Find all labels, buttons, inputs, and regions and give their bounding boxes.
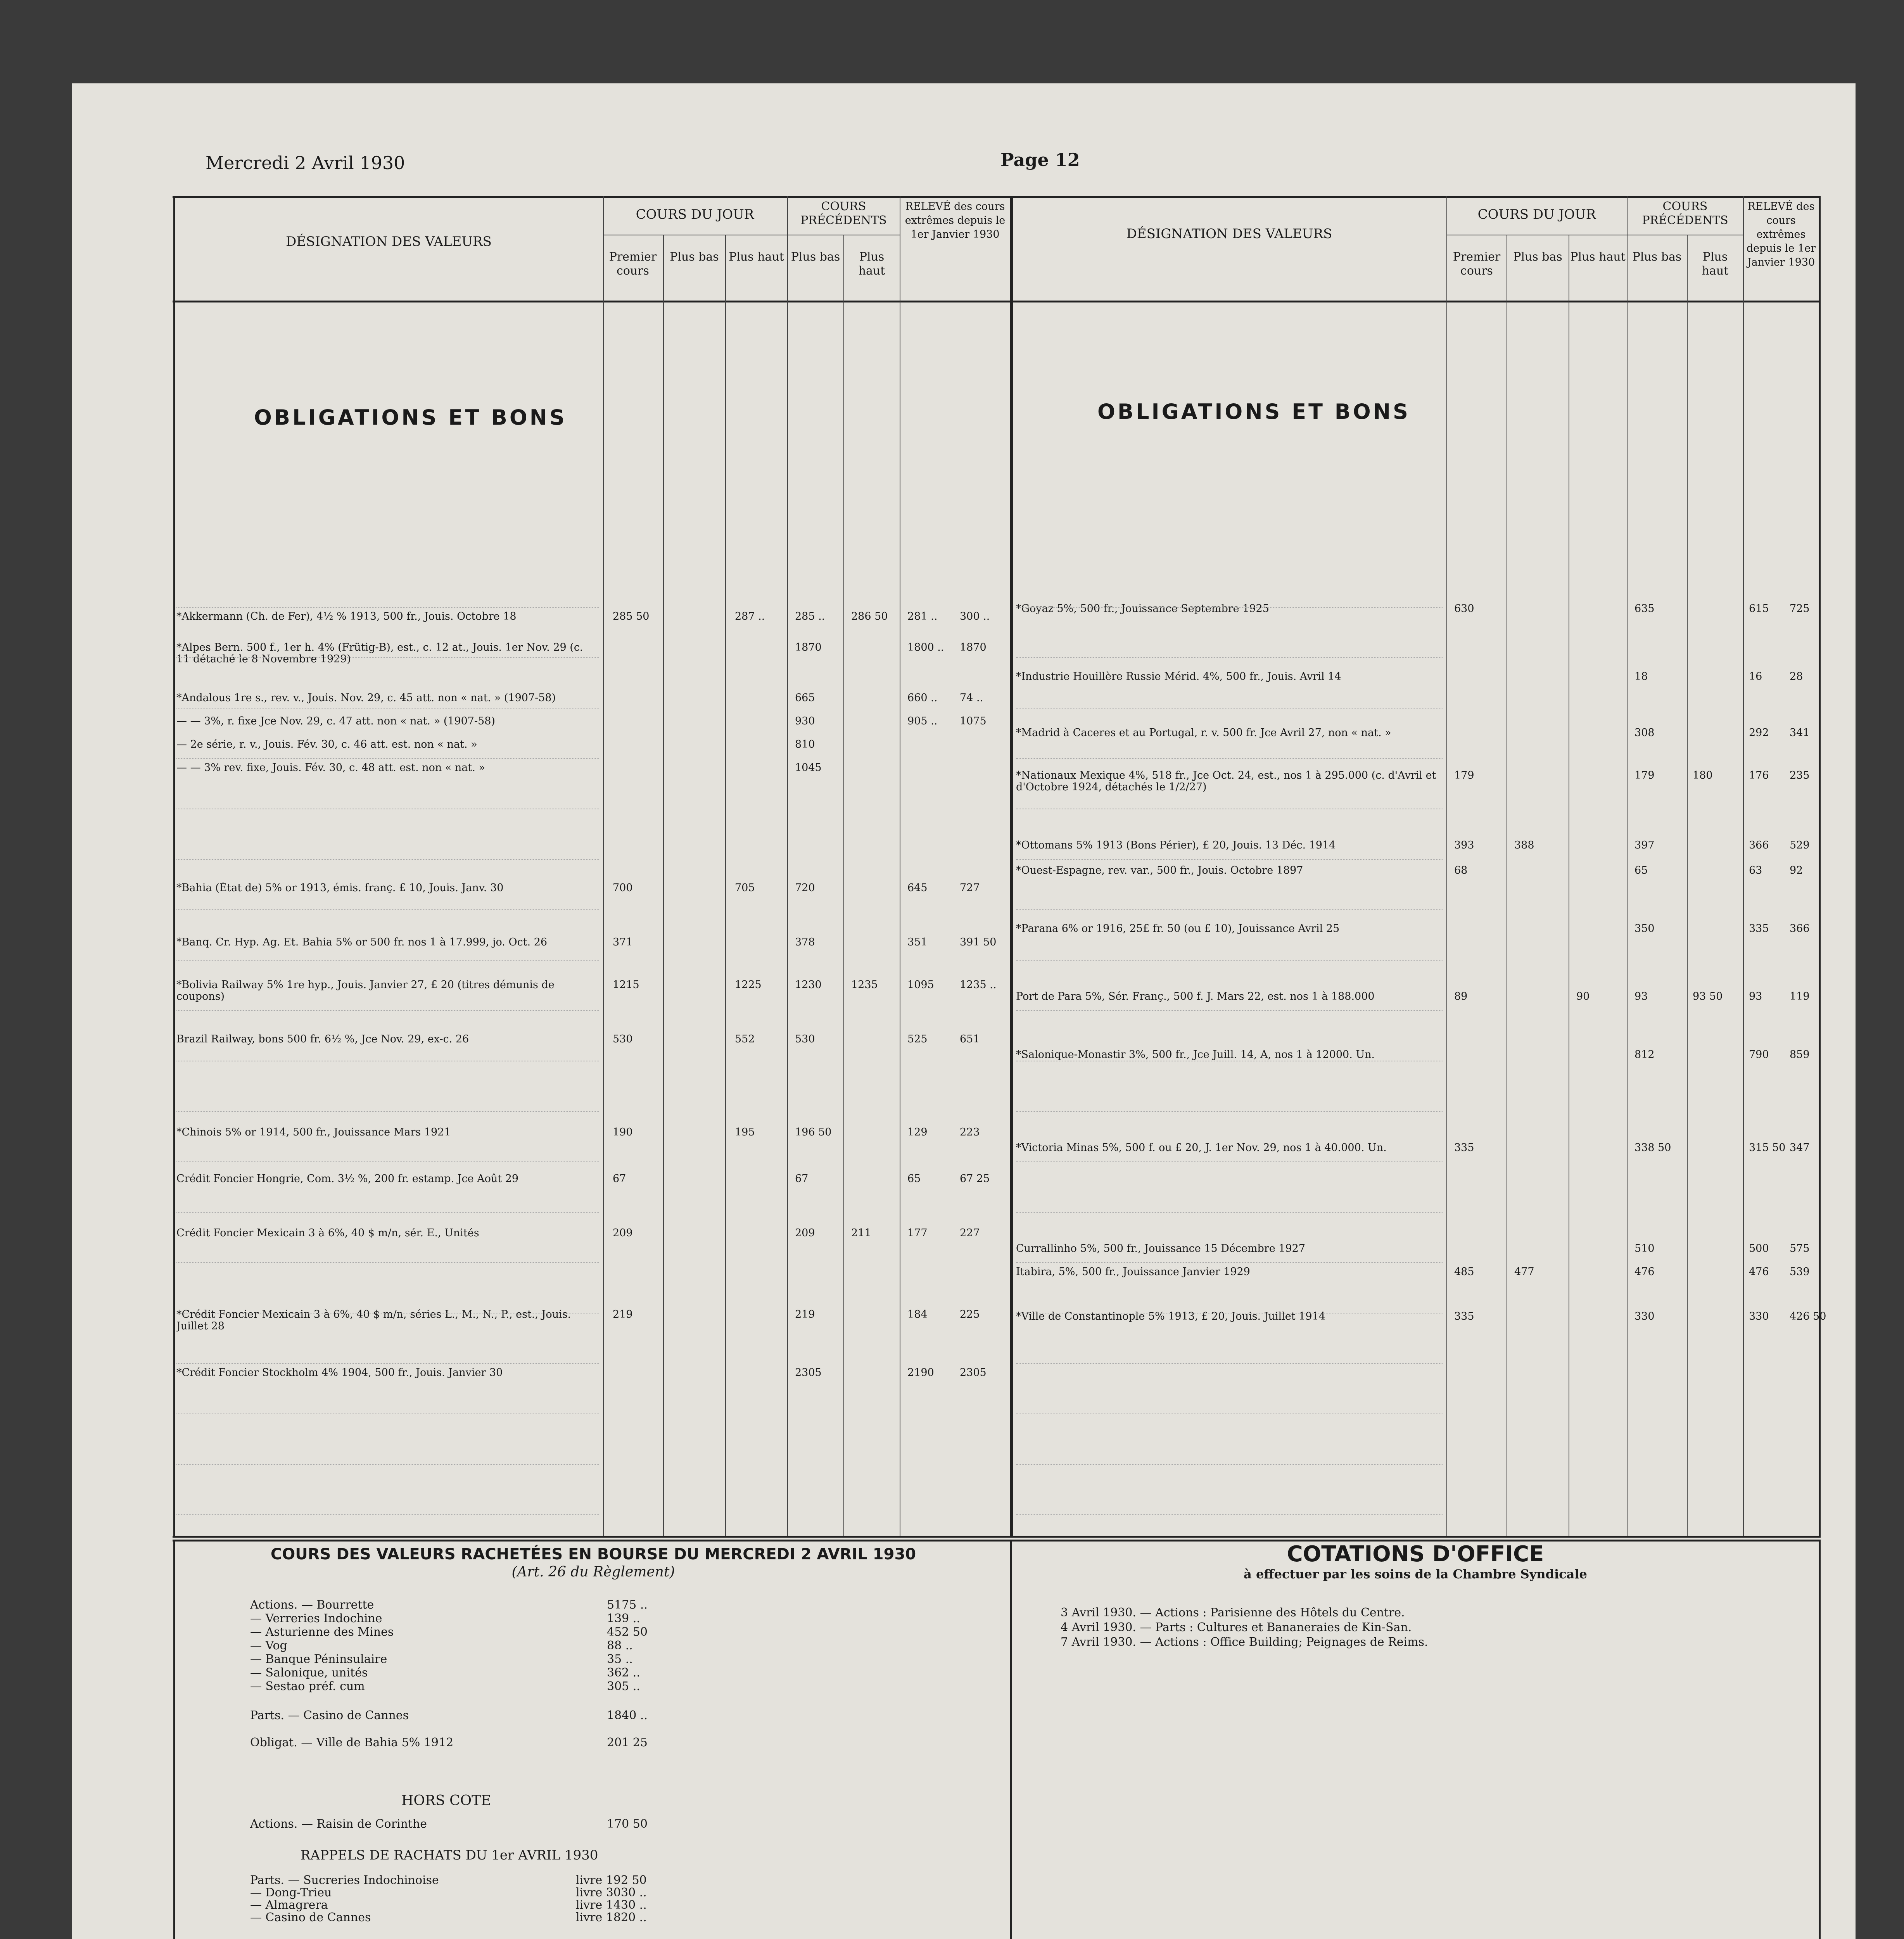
cours-precedents-header: COURS PRÉCÉDENTS [800, 200, 887, 227]
designation-header-right: DÉSIGNATION DES VALEURS [1126, 226, 1332, 242]
bond-value: 92 [1790, 864, 1803, 876]
hors-cote-title: HORS COTE [401, 1793, 491, 1809]
bond-name: *Parana 6% or 1916, 25£ fr. 50 (ou £ 10), Jouissance Avril 25 [1016, 923, 1340, 935]
bond-value: 530 [613, 1033, 633, 1045]
bond-value: 190 [613, 1126, 633, 1138]
bond-value: 28 [1790, 671, 1803, 683]
bond-value: 529 [1790, 839, 1810, 851]
bond-value: 905 .. [907, 715, 938, 727]
bond-value: 477 [1514, 1266, 1534, 1278]
releve-header-right: RELEVÉ des cours extrêmes depuis le 1er Janvier 1930 [1746, 200, 1816, 268]
dotted-leader [1016, 607, 1443, 608]
dotted-leader [176, 1464, 599, 1465]
bond-value: 859 [1790, 1049, 1810, 1061]
bond-value: 330 [1634, 1310, 1655, 1322]
cours-du-jour-header: COURS DU JOUR [636, 207, 754, 222]
bond-value: 2305 [795, 1367, 822, 1379]
bond-value: 335 [1749, 923, 1769, 935]
section-title-right: OBLIGATIONS ET BONS [1097, 399, 1410, 424]
bond-value: 209 [795, 1227, 815, 1239]
rachat-label: Actions. — Bourrette [250, 1598, 374, 1612]
bond-value: 129 [907, 1126, 928, 1138]
dotted-leader [1016, 1514, 1443, 1515]
bond-value: 812 [1634, 1049, 1655, 1061]
bond-value: 195 [735, 1126, 755, 1138]
bond-value: 119 [1790, 990, 1810, 1002]
cotations-subtitle: à effectuer par les soins de la Chambre Syndicale [1244, 1567, 1587, 1581]
rachat-label: Parts. — Casino de Cannes [250, 1709, 409, 1722]
bond-value: 285 50 [613, 610, 650, 622]
hors-cote-label: Actions. — Raisin de Corinthe [250, 1817, 427, 1831]
bond-name: *Ville de Constantinople 5% 1913, £ 20, Jouis. Juillet 1914 [1016, 1311, 1325, 1322]
bond-value: 225 [960, 1308, 980, 1320]
dotted-leader [1016, 1212, 1443, 1213]
rachat-value: 452 50 [607, 1625, 648, 1639]
bond-name: *Bolivia Railway 5% 1re hyp., Jouis. Janvier 27, £ 20 (titres démunis de coupons) [176, 979, 555, 1002]
bond-value: 350 [1634, 923, 1655, 935]
bond-value: 335 [1454, 1142, 1474, 1154]
bond-name: Brazil Railway, bons 500 fr. 6½ %, Jce Nov. 29, ex-c. 26 [176, 1033, 469, 1045]
bond-name: *Crédit Foncier Stockholm 4% 1904, 500 fr., Jouis. Janvier 30 [176, 1367, 503, 1379]
bond-value: 645 [907, 882, 928, 894]
rachat-value: 35 .. [607, 1652, 633, 1666]
bond-value: 810 [795, 738, 815, 750]
bond-name: *Madrid à Caceres et au Portugal, r. v. 500 fr. Jce Avril 27, non « nat. » [1016, 727, 1391, 739]
prec-plus-haut-header: Plus haut [858, 250, 885, 278]
bond-value: 67 [795, 1173, 809, 1185]
bond-value: 2190 [907, 1367, 934, 1379]
bond-value: 485 [1454, 1266, 1474, 1278]
rachat-value: 1840 .. [607, 1709, 648, 1722]
bond-value: 89 [1454, 990, 1468, 1002]
bond-value: 665 [795, 692, 815, 704]
bond-value: 2305 [960, 1367, 987, 1379]
bond-value: 351 [907, 936, 928, 948]
bond-value: 651 [960, 1033, 980, 1045]
bond-name: *Andalous 1re s., rev. v., Jouis. Nov. 29, c. 45 att. non « nat. » (1907-58) [176, 692, 556, 704]
bond-value: 660 .. [907, 692, 938, 704]
bond-value: 1235 .. [960, 979, 997, 991]
bond-value: 179 [1454, 769, 1474, 781]
bond-value: 219 [613, 1308, 633, 1320]
bond-value: 539 [1790, 1266, 1810, 1278]
releve-header: RELEVÉ des cours extrêmes depuis le 1er Janvier 1930 [905, 200, 1006, 240]
dotted-leader [176, 1363, 599, 1364]
bond-value: 330 [1749, 1310, 1769, 1322]
bond-value: 16 [1749, 671, 1762, 683]
section-title-left: OBLIGATIONS ET BONS [254, 405, 567, 430]
bond-value: 179 [1634, 769, 1655, 781]
cours-du-jour-header-right: COURS DU JOUR [1477, 207, 1596, 222]
bond-name: *Victoria Minas 5%, 500 f. ou £ 20, J. 1er Nov. 29, nos 1 à 40.000. Un. [1016, 1142, 1387, 1154]
rappel-rachat-value: livre 192 50 [576, 1873, 647, 1887]
dotted-leader [1016, 708, 1443, 709]
bond-value: 393 [1454, 839, 1474, 851]
bond-value: 338 50 [1634, 1142, 1671, 1154]
rachetees-subtitle: (Art. 26 du Règlement) [511, 1564, 675, 1580]
cotations-title: COTATIONS D'OFFICE [1287, 1542, 1544, 1567]
dotted-leader [1016, 1464, 1443, 1465]
bond-name: *Alpes Bern. 500 f., 1er h. 4% (Frütig-B), est., c. 12 at., Jouis. 1er Nov. 29 (c. 11 détaché le 8 Novembre 1929) [176, 642, 583, 665]
bond-value: 371 [613, 936, 633, 948]
dotted-leader [176, 607, 599, 608]
bond-value: 341 [1790, 727, 1810, 739]
bond-value: 286 50 [851, 610, 888, 622]
bond-name: *Salonique-Monastir 3%, 500 fr., Jce Juill. 14, A, nos 1 à 12000. Un. [1016, 1049, 1375, 1061]
bond-value: 1045 [795, 762, 822, 774]
bond-value: 1095 [907, 979, 934, 991]
bond-value: 176 [1749, 769, 1769, 781]
bond-value: 790 [1749, 1049, 1769, 1061]
bond-value: 93 50 [1693, 990, 1723, 1002]
rachat-value: 5175 .. [607, 1598, 648, 1612]
rappels-rachats-title: RAPPELS DE RACHATS DU 1er AVRIL 1930 [301, 1847, 598, 1863]
bond-value: 1870 [960, 641, 987, 653]
dotted-leader [176, 1514, 599, 1515]
dotted-leader [176, 657, 599, 658]
cours-precedents-header-right: COURS PRÉCÉDENTS [1642, 200, 1728, 227]
bond-value: 630 [1454, 603, 1474, 615]
dotted-leader [1016, 960, 1443, 961]
bond-value: 476 [1634, 1266, 1655, 1278]
rachat-value: 362 .. [607, 1666, 640, 1680]
page-number: Page 12 [1000, 149, 1080, 170]
dotted-leader [176, 1212, 599, 1213]
bond-value: 177 [907, 1227, 928, 1239]
bond-value: 1800 .. [907, 641, 944, 653]
dotted-leader [176, 1010, 599, 1011]
bond-value: 281 .. [907, 610, 938, 622]
dotted-leader [1016, 1010, 1443, 1011]
rappel-rachat-value: livre 1430 .. [576, 1898, 647, 1912]
premier-cours-header: Premier cours [609, 250, 657, 278]
prec-plus-bas-header-right: Plus bas [1632, 250, 1682, 264]
bond-name: — 2e série, r. v., Jouis. Fév. 30, c. 46 att. est. non « nat. » [176, 739, 477, 750]
plus-bas-header-right: Plus bas [1513, 250, 1562, 264]
bond-name: Currallinho 5%, 500 fr., Jouissance 15 Décembre 1927 [1016, 1243, 1305, 1255]
hors-cote-value: 170 50 [607, 1817, 648, 1831]
dotted-leader [1016, 1363, 1443, 1364]
bond-value: 1215 [613, 979, 639, 991]
bond-value: 1870 [795, 641, 822, 653]
bond-name: Crédit Foncier Hongrie, Com. 3½ %, 200 fr. estamp. Jce Août 29 [176, 1173, 519, 1185]
bond-value: 209 [613, 1227, 633, 1239]
bond-name: — — 3% rev. fixe, Jouis. Fév. 30, c. 48 att. est. non « nat. » [176, 762, 485, 774]
rachat-value: 88 .. [607, 1639, 633, 1652]
bond-name: *Chinois 5% or 1914, 500 fr., Jouissance Mars 1921 [176, 1127, 451, 1138]
rappel-rachat-value: livre 3030 .. [576, 1886, 647, 1899]
rachat-value: 305 .. [607, 1680, 640, 1693]
bond-value: 500 [1749, 1243, 1769, 1255]
newspaper-page [72, 83, 1856, 1939]
bond-value: 552 [735, 1033, 755, 1045]
dotted-leader [176, 1161, 599, 1162]
bond-name: *Crédit Foncier Mexicain 3 à 6%, 40 $ m/n, séries L., M., N., P., est., Jouis. Juillet 28 [176, 1309, 571, 1332]
bond-value: 366 [1790, 923, 1810, 935]
bond-value: 1230 [795, 979, 822, 991]
bond-name: *Ottomans 5% 1913 (Bons Périer), £ 20, Jouis. 13 Déc. 1914 [1016, 840, 1336, 851]
bond-value: 476 [1749, 1266, 1769, 1278]
bond-name: Itabira, 5%, 500 fr., Jouissance Janvier 1929 [1016, 1266, 1250, 1278]
bond-name: *Banq. Cr. Hyp. Ag. Et. Bahia 5% or 500 fr. nos 1 à 17.999, jo. Oct. 26 [176, 937, 548, 948]
prec-plus-bas-header: Plus bas [791, 250, 840, 264]
bond-value: 180 [1693, 769, 1713, 781]
bond-value: 219 [795, 1308, 815, 1320]
premier-cours-header-right: Premier cours [1453, 250, 1501, 278]
bond-name: *Bahia (État de) 5% or 1913, émis. franç. £ 10, Jouis. Janv. 30 [176, 882, 504, 894]
rachat-label: — Vog [250, 1639, 287, 1652]
bond-value: 930 [795, 715, 815, 727]
plus-bas-header: Plus bas [670, 250, 719, 264]
dotted-leader [176, 758, 599, 759]
rachat-label: — Asturienne des Mines [250, 1625, 394, 1639]
rachat-label: — Sestao préf. cum [250, 1680, 365, 1693]
bond-value: 285 .. [795, 610, 825, 622]
designation-header: DÉSIGNATION DES VALEURS [286, 234, 492, 249]
dotted-leader [176, 859, 599, 860]
bond-name: *Akkermann (Ch. de Fer), 4½ % 1913, 500 fr., Jouis. Octobre 18 [176, 611, 517, 622]
bond-value: 93 [1634, 990, 1648, 1002]
bond-name: Port de Para 5%, Sér. Franç., 500 f. J. Mars 22, est. nos 1 à 188.000 [1016, 991, 1375, 1002]
dotted-leader [176, 960, 599, 961]
rachat-label: — Salonique, unités [250, 1666, 368, 1680]
bond-value: 65 [907, 1173, 921, 1185]
prec-plus-haut-header-right: Plus haut [1702, 250, 1729, 278]
bond-value: 388 [1514, 839, 1534, 851]
bond-value: 184 [907, 1308, 928, 1320]
bond-value: 725 [1790, 603, 1810, 615]
cotation-line: 7 Avril 1930. — Actions : Office Building; Peignages de Reims. [1061, 1635, 1428, 1649]
bond-name: — — 3%, r. fixe Jce Nov. 29, c. 47 att. non « nat. » (1907-58) [176, 715, 495, 727]
bond-value: 700 [613, 882, 633, 894]
dotted-leader [1016, 1111, 1443, 1112]
bond-value: 67 25 [960, 1173, 990, 1185]
rappel-rachat-label: — Dong-Trieu [250, 1886, 332, 1899]
bond-value: 391 50 [960, 936, 997, 948]
bond-name: *Nationaux Mexique 4%, 518 fr., Jce Oct. 24, est., nos 1 à 295.000 (c. d'Avril et d'Octobre 1924, détachés le 1/2/27) [1016, 770, 1436, 793]
bond-value: 510 [1634, 1243, 1655, 1255]
dotted-leader [1016, 909, 1443, 910]
bond-value: 300 .. [960, 610, 990, 622]
plus-haut-header-right: Plus haut [1570, 250, 1626, 264]
dotted-leader [1016, 1262, 1443, 1263]
rachat-label: — Banque Péninsulaire [250, 1652, 387, 1666]
bond-value: 292 [1749, 727, 1769, 739]
dotted-leader [176, 909, 599, 910]
bond-value: 1075 [960, 715, 987, 727]
cotation-line: 3 Avril 1930. — Actions : Parisienne des Hôtels du Centre. [1061, 1606, 1405, 1619]
bond-value: 530 [795, 1033, 815, 1045]
bond-value: 378 [795, 936, 815, 948]
dotted-leader [176, 1111, 599, 1112]
bond-value: 65 [1634, 864, 1648, 876]
bond-value: 1235 [851, 979, 878, 991]
bond-name: *Industrie Houillère Russie Mérid. 4%, 500 fr., Jouis. Avril 14 [1016, 671, 1341, 683]
rappel-rachat-label: — Casino de Cannes [250, 1911, 371, 1924]
bond-value: 727 [960, 882, 980, 894]
bond-name: Crédit Foncier Mexicain 3 à 6%, 40 $ m/n, sér. E., Unités [176, 1227, 479, 1239]
rappel-rachat-value: livre 1820 .. [576, 1911, 647, 1924]
bond-value: 211 [851, 1227, 871, 1239]
bond-value: 635 [1634, 603, 1655, 615]
bond-value: 235 [1790, 769, 1810, 781]
bond-value: 397 [1634, 839, 1655, 851]
bond-value: 196 50 [795, 1126, 832, 1138]
rachat-label: — Verreries Indochine [250, 1612, 382, 1625]
bond-value: 347 [1790, 1142, 1810, 1154]
rappel-rachat-label: — Almagrera [250, 1898, 328, 1912]
bond-value: 223 [960, 1126, 980, 1138]
bond-value: 18 [1634, 671, 1648, 683]
rachat-label: Obligat. — Ville de Bahia 5% 1912 [250, 1736, 454, 1749]
bond-value: 575 [1790, 1243, 1810, 1255]
bond-value: 366 [1749, 839, 1769, 851]
plus-haut-header: Plus haut [729, 250, 784, 264]
cotation-line: 4 Avril 1930. — Parts : Cultures et Bananeraies de Kin-San. [1061, 1621, 1412, 1634]
bond-value: 525 [907, 1033, 928, 1045]
dotted-leader [1016, 758, 1443, 759]
bond-value: 287 .. [735, 610, 765, 622]
dotted-leader [176, 1262, 599, 1263]
dotted-leader [1016, 859, 1443, 860]
bond-value: 63 [1749, 864, 1762, 876]
bond-value: 68 [1454, 864, 1468, 876]
bond-value: 227 [960, 1227, 980, 1239]
rachetees-title: COURS DES VALEURS RACHETÉES EN BOURSE DU MERCREDI 2 AVRIL 1930 [270, 1545, 916, 1563]
rachat-value: 201 25 [607, 1736, 648, 1749]
bond-value: 335 [1454, 1310, 1474, 1322]
rappel-rachat-label: Parts. — Sucreries Indochinoise [250, 1873, 439, 1887]
dotted-leader [1016, 1161, 1443, 1162]
bond-value: 615 [1749, 603, 1769, 615]
bond-value: 720 [795, 882, 815, 894]
bond-name: *Goyaz 5%, 500 fr., Jouissance Septembre 1925 [1016, 603, 1269, 615]
dotted-leader [1016, 657, 1443, 658]
bond-value: 426 50 [1790, 1310, 1826, 1322]
dotted-leader [176, 708, 599, 709]
bond-value: 705 [735, 882, 755, 894]
bond-value: 93 [1749, 990, 1762, 1002]
bond-value: 90 [1576, 990, 1590, 1002]
bond-name: *Ouest-Espagne, rev. var., 500 fr., Jouis. Octobre 1897 [1016, 865, 1303, 876]
bond-value: 74 .. [960, 692, 983, 704]
bond-value: 1225 [735, 979, 762, 991]
rachat-value: 139 .. [607, 1612, 640, 1625]
bond-value: 67 [613, 1173, 626, 1185]
page-date: Mercredi 2 Avril 1930 [206, 152, 405, 173]
bond-value: 308 [1634, 727, 1655, 739]
bond-value: 315 50 [1749, 1142, 1786, 1154]
